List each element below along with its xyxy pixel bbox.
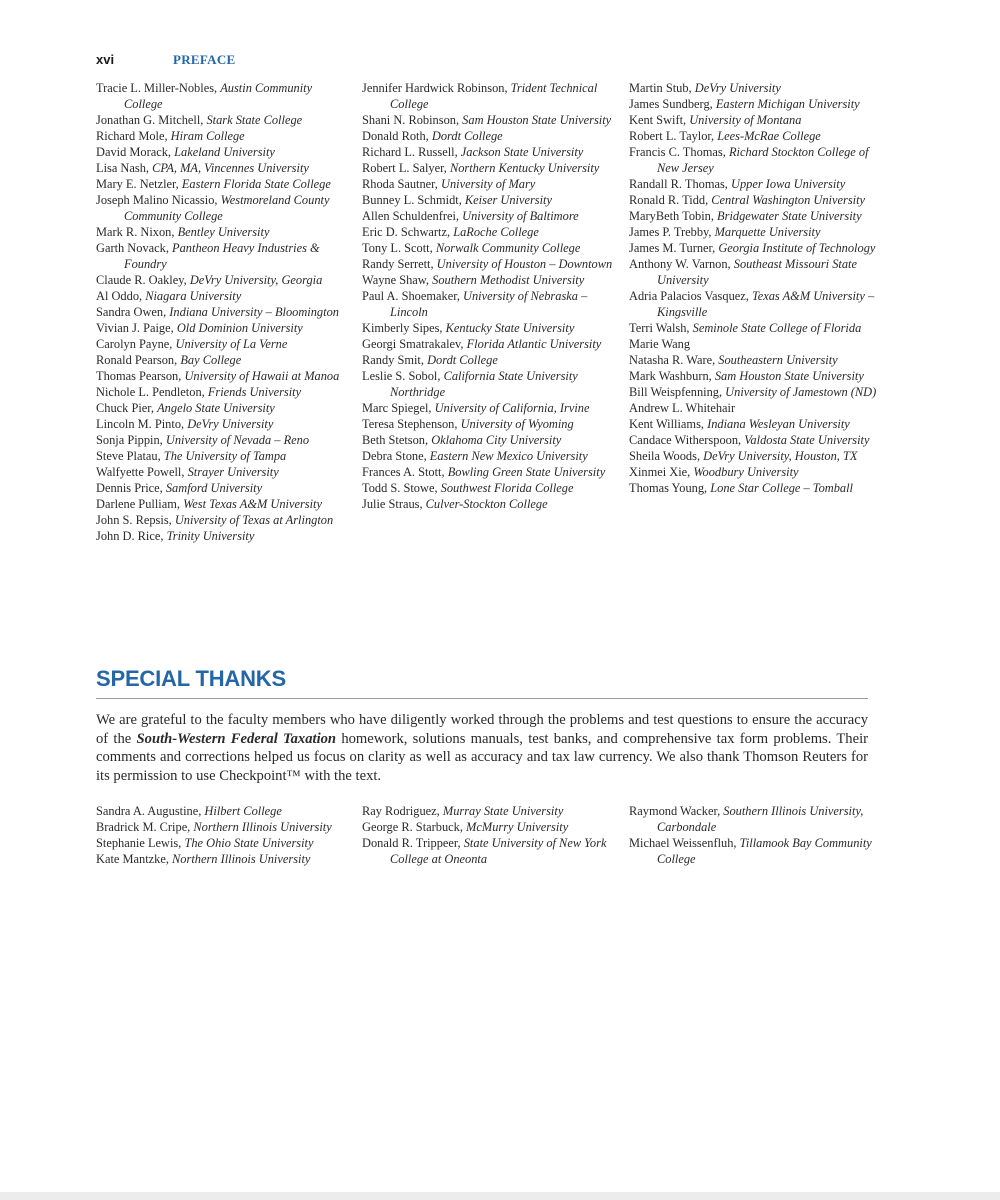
reviewer-institution: Eastern Florida State College (181, 177, 331, 191)
reviewer-institution: McMurry University (466, 820, 569, 834)
reviewer-institution: University of Hawaii at Manoa (184, 369, 340, 383)
reviewer-institution: Austin Community College (124, 81, 313, 111)
reviewer-name: Tony L. Scott, (362, 241, 436, 255)
reviewer-name: Randy Serrett, (362, 257, 437, 271)
reviewer-institution: Jackson State University (460, 145, 584, 159)
reviewer-name: James P. Trebby, (629, 225, 715, 239)
reviewer-entry (96, 448, 351, 464)
reviewer-entry (629, 128, 891, 144)
special-thanks-paragraph (96, 711, 868, 785)
reviewer-name: Nichole L. Pendleton, (96, 385, 208, 399)
reviewer-name: Sandra Owen, (96, 305, 170, 319)
reviewer-entry (362, 208, 617, 224)
reviewer-name: Wayne Shaw, (362, 273, 433, 287)
special-thanks-column-2 (362, 803, 617, 867)
reviewer-name: George R. Starbuck, (362, 820, 467, 834)
reviewer-name: Sheila Woods, (629, 449, 704, 463)
reviewer-institution: Bentley University (177, 225, 270, 239)
reviewer-entry (629, 224, 891, 240)
reviewer-entry (96, 496, 351, 512)
reviewer-name: Sandra A. Augustine, (96, 804, 205, 818)
reviewer-institution: Sam Houston State University (462, 113, 612, 127)
reviewer-name: Xinmei Xie, (629, 465, 694, 479)
reviewer-institution: Niagara University (145, 289, 242, 303)
reviewer-institution: Dordt College (427, 353, 498, 367)
reviewer-institution: DeVry University (694, 81, 781, 95)
reviewer-name: Eric D. Schwartz, (362, 225, 454, 239)
reviewer-entry (362, 464, 617, 480)
running-section-title: PREFACE (173, 52, 236, 67)
running-header (96, 52, 236, 68)
reviewer-institution: Bowling Green State University (447, 465, 606, 479)
page-bottom-edge (0, 1192, 1000, 1200)
reviewer-institution: Sam Houston State University (714, 369, 864, 383)
reviewer-name: John D. Rice, (96, 529, 167, 543)
reviewer-name: Bunney L. Schmidt, (362, 193, 465, 207)
reviewer-entry (96, 464, 351, 480)
reviewer-institution: University of La Verne (175, 337, 288, 351)
reviewer-name: Mark Washburn, (629, 369, 715, 383)
reviewer-institution: Central Washington University (711, 193, 866, 207)
reviewer-institution: University of Montana (689, 113, 802, 127)
reviewer-entry (96, 240, 351, 272)
reviewer-entry (362, 176, 617, 192)
reviewer-institution: University of Mary (441, 177, 536, 191)
reviewer-name: Randall R. Thomas, (629, 177, 731, 191)
page-number: xvi (96, 52, 115, 67)
reviewer-entry (362, 368, 617, 400)
reviewer-name: James M. Turner, (629, 241, 719, 255)
reviewer-entry (629, 432, 891, 448)
reviewer-entry (362, 240, 617, 256)
reviewer-entry (96, 528, 351, 544)
reviewer-name: Andrew L. Whitehair (629, 401, 736, 415)
reviewer-institution: Murray State University (442, 804, 564, 818)
reviewer-name: Robert L. Taylor, (629, 129, 718, 143)
reviewer-institution: Southern Illinois University, Carbondale (657, 804, 864, 834)
reviewer-name: Vivian J. Paige, (96, 321, 177, 335)
reviewer-name: Steve Platau, (96, 449, 164, 463)
reviewer-entry (362, 144, 617, 160)
reviewer-institution: Southwest Florida College (440, 481, 574, 495)
intro-text-start: We are grateful to the faculty members who have diligently worked through the problems and test questions to ensure the accuracy of the (96, 712, 868, 747)
reviewer-institution: Friends University (207, 385, 302, 399)
reviewer-name: Robert L. Salyer, (362, 161, 450, 175)
reviewer-entry (629, 400, 891, 416)
reviewer-entry (362, 416, 617, 432)
reviewer-entry (96, 128, 351, 144)
reviewer-name: Jennifer Hardwick Robinson, (362, 81, 511, 95)
reviewer-entry (362, 819, 617, 835)
reviewer-institution: Valdosta State University (744, 433, 870, 447)
reviewer-entry (96, 272, 351, 288)
reviewer-institution: DeVry University, Houston, TX (703, 449, 858, 463)
reviewer-entry (96, 480, 351, 496)
reviewer-entry (362, 835, 617, 867)
reviewer-name: Raymond Wacker, (629, 804, 724, 818)
reviewer-name: Beth Stetson, (362, 433, 432, 447)
reviewer-institution: Keiser University (464, 193, 552, 207)
reviewer-entry (96, 336, 351, 352)
reviewer-entry (362, 448, 617, 464)
reviewer-name: Richard Mole, (96, 129, 171, 143)
reviewer-entry (96, 160, 351, 176)
reviewer-institution: Westmoreland County Community College (124, 193, 330, 223)
reviewer-name: Michael Weissenfluh, (629, 836, 740, 850)
reviewer-institution: Lone Star College – Tomball (710, 481, 853, 495)
reviewer-institution: Marquette University (714, 225, 821, 239)
reviewer-name: Thomas Young, (629, 481, 711, 495)
reviewer-institution: Lees-McRae College (717, 129, 821, 143)
reviewer-institution: Tillamook Bay Community College (657, 836, 872, 866)
reviewer-name: Richard L. Russell, (362, 145, 461, 159)
reviewer-institution: Bridgewater State University (717, 209, 862, 223)
reviewer-entry (96, 320, 351, 336)
reviewer-institution: Northern Illinois University (172, 852, 311, 866)
reviewer-institution: University of Texas at Arlington (174, 513, 334, 527)
book-title: South-Western Federal Taxation (136, 730, 337, 747)
reviewer-entry (96, 112, 351, 128)
reviewer-entry (629, 835, 891, 867)
reviewer-institution: University of Houston – Downtown (436, 257, 613, 271)
reviewer-entry (362, 80, 617, 112)
reviewer-institution: Lakeland University (174, 145, 275, 159)
reviewer-entry (629, 208, 891, 224)
reviewer-name: Jonathan G. Mitchell, (96, 113, 207, 127)
reviewer-name: Walfyette Powell, (96, 465, 188, 479)
reviewer-name: John S. Repsis, (96, 513, 175, 527)
reviewer-entry (96, 803, 351, 819)
reviewer-entry (629, 384, 891, 400)
reviewer-entry (629, 416, 891, 432)
reviewer-entry (362, 352, 617, 368)
reviewer-name: Georgi Smatrakalev, (362, 337, 467, 351)
reviewer-name: Candace Witherspoon, (629, 433, 745, 447)
reviewer-name: Darlene Pulliam, (96, 497, 184, 511)
reviewer-entry (362, 288, 617, 320)
reviewer-institution: The University of Tampa (163, 449, 287, 463)
reviewer-name: Ronald Pearson, (96, 353, 181, 367)
reviewer-institution: University of Jamestown (ND) (725, 385, 877, 399)
reviewer-institution: Trident Technical College (390, 81, 598, 111)
reviewer-institution: Trinity University (166, 529, 255, 543)
reviewer-entry (362, 320, 617, 336)
reviewer-entry (96, 384, 351, 400)
reviewer-name: Garth Novack, (96, 241, 173, 255)
reviewer-institution: Woodbury University (693, 465, 799, 479)
reviewer-entry (362, 336, 617, 352)
reviewer-name: Claude R. Oakley, (96, 273, 190, 287)
reviewer-name: Julie Straus, (362, 497, 426, 511)
reviewer-name: Allen Schuldenfrei, (362, 209, 463, 223)
reviewer-entry (629, 336, 891, 352)
reviewer-institution: Upper Iowa University (731, 177, 846, 191)
acknowledgments-column-2 (362, 80, 617, 512)
reviewer-institution: LaRoche College (453, 225, 539, 239)
reviewer-institution: University of Wyoming (460, 417, 574, 431)
reviewer-institution: Northern Illinois University (193, 820, 332, 834)
reviewer-entry (362, 432, 617, 448)
reviewer-entry (96, 352, 351, 368)
heading-divider (96, 698, 868, 699)
reviewer-institution: California State University Northridge (390, 369, 578, 399)
reviewer-entry (362, 256, 617, 272)
reviewer-name: Kate Mantzke, (96, 852, 173, 866)
reviewer-entry (96, 851, 351, 867)
reviewer-entry (96, 835, 351, 851)
reviewer-institution: Hiram College (170, 129, 245, 143)
reviewer-entry (629, 256, 891, 288)
reviewer-name: Mark R. Nixon, (96, 225, 178, 239)
reviewer-entry (96, 400, 351, 416)
reviewer-entry (629, 144, 891, 176)
intro-text-end: homework, solutions manuals, test banks, and comprehensive tax form problems. Their comments and corrections helped us focus on clarity as well as accuracy and tax law currency. We also thank Thomson Reuters for its permission to use Checkpoint™ with the text. (96, 730, 868, 784)
acknowledgments-column-1 (96, 80, 351, 544)
reviewer-name: Chuck Pier, (96, 401, 158, 415)
reviewer-entry (629, 320, 891, 336)
special-thanks-column-3 (629, 803, 891, 867)
reviewer-entry (629, 112, 891, 128)
reviewer-institution: Texas A&M University – Kingsville (657, 289, 875, 319)
reviewer-name: Ray Rodriguez, (362, 804, 443, 818)
reviewer-name: Carolyn Payne, (96, 337, 176, 351)
reviewer-institution: Southeast Missouri State University (657, 257, 857, 287)
reviewer-entry (362, 112, 617, 128)
reviewer-institution: University of Nebraska – Lincoln (390, 289, 588, 319)
reviewer-institution: Dordt College (431, 129, 503, 143)
reviewer-name: Lincoln M. Pinto, (96, 417, 188, 431)
reviewer-name: Marie Wang (629, 337, 691, 351)
reviewer-entry (362, 160, 617, 176)
reviewer-name: Todd S. Stowe, (362, 481, 441, 495)
reviewer-entry (629, 176, 891, 192)
reviewer-entry (362, 400, 617, 416)
reviewer-name: Donald Roth, (362, 129, 432, 143)
reviewer-name: Teresa Stephenson, (362, 417, 461, 431)
reviewer-institution: University of Baltimore (462, 209, 579, 223)
reviewer-institution: Old Dominion University (176, 321, 303, 335)
reviewer-entry (629, 288, 891, 320)
reviewer-institution: Seminole State College of Florida (692, 321, 862, 335)
reviewer-name: Thomas Pearson, (96, 369, 185, 383)
reviewer-entry (96, 819, 351, 835)
reviewer-institution: Kentucky State University (445, 321, 575, 335)
reviewer-institution: Culver-Stockton College (425, 497, 548, 511)
reviewer-name: David Morack, (96, 145, 175, 159)
reviewer-name: Francis C. Thomas, (629, 145, 729, 159)
reviewer-name: Leslie S. Sobol, (362, 369, 444, 383)
reviewer-name: Terri Walsh, (629, 321, 693, 335)
reviewer-institution: Florida Atlantic University (466, 337, 602, 351)
reviewer-institution: Indiana University – Bloomington (169, 305, 339, 319)
reviewer-institution: Pantheon Heavy Industries & Foundry (124, 241, 320, 271)
reviewer-name: Shani N. Robinson, (362, 113, 463, 127)
reviewer-institution: Strayer University (187, 465, 279, 479)
reviewer-entry (629, 192, 891, 208)
reviewer-name: Martin Stub, (629, 81, 695, 95)
reviewer-entry (362, 224, 617, 240)
reviewer-name: Stephanie Lewis, (96, 836, 185, 850)
reviewer-institution: The Ohio State University (184, 836, 314, 850)
reviewer-entry (629, 464, 891, 480)
acknowledgments-column-3 (629, 80, 891, 496)
reviewer-entry (96, 176, 351, 192)
reviewer-institution: Southeastern University (718, 353, 838, 367)
reviewer-institution: University of Nevada – Reno (165, 433, 310, 447)
reviewer-name: Adria Palacios Vasquez, (629, 289, 752, 303)
reviewer-name: Dennis Price, (96, 481, 166, 495)
reviewer-entry (96, 80, 351, 112)
reviewer-institution: Indiana Wesleyan University (707, 417, 850, 431)
reviewer-institution: State University of New York College at Oneonta (390, 836, 607, 866)
reviewer-name: Anthony W. Varnon, (629, 257, 734, 271)
reviewer-entry (362, 496, 617, 512)
reviewer-institution: DeVry University (187, 417, 274, 431)
reviewer-institution: Southern Methodist University (432, 273, 585, 287)
reviewer-name: Paul A. Shoemaker, (362, 289, 464, 303)
reviewer-name: Joseph Malino Nicassio, (96, 193, 221, 207)
reviewer-entry (362, 128, 617, 144)
reviewer-entry (96, 288, 351, 304)
reviewer-name: Randy Smit, (362, 353, 428, 367)
reviewer-entry (96, 512, 351, 528)
reviewer-institution: Norwalk Community College (435, 241, 581, 255)
reviewer-entry (629, 480, 891, 496)
reviewer-name: Lisa Nash, (96, 161, 153, 175)
reviewer-institution: CPA, MA, Vincennes University (152, 161, 309, 175)
reviewer-entry (362, 480, 617, 496)
reviewer-entry (96, 192, 351, 224)
reviewer-name: Ronald R. Tidd, (629, 193, 712, 207)
reviewer-name: Bradrick M. Cripe, (96, 820, 194, 834)
reviewer-name: Frances A. Stott, (362, 465, 448, 479)
special-thanks-heading: SPECIAL THANKS (96, 666, 286, 691)
reviewer-institution: Oklahoma City University (431, 433, 562, 447)
reviewer-institution: West Texas A&M University (183, 497, 322, 511)
reviewer-institution: University of California, Irvine (434, 401, 590, 415)
reviewer-institution: Richard Stockton College of New Jersey (657, 145, 869, 175)
reviewer-entry (629, 240, 891, 256)
reviewer-institution: Angelo State University (157, 401, 275, 415)
reviewer-name: Bill Weispfenning, (629, 385, 726, 399)
reviewer-institution: Samford University (165, 481, 263, 495)
reviewer-entry (629, 448, 891, 464)
reviewer-entry (362, 192, 617, 208)
reviewer-entry (96, 368, 351, 384)
reviewer-name: Kent Williams, (629, 417, 708, 431)
reviewer-name: Donald R. Trippeer, (362, 836, 464, 850)
reviewer-name: James Sundberg, (629, 97, 716, 111)
reviewer-entry (629, 352, 891, 368)
reviewer-entry (96, 416, 351, 432)
reviewer-institution: Eastern Michigan University (715, 97, 860, 111)
reviewer-name: Kent Swift, (629, 113, 690, 127)
reviewer-institution: Stark State College (206, 113, 303, 127)
reviewer-name: Al Oddo, (96, 289, 146, 303)
reviewer-entry (629, 96, 891, 112)
reviewer-name: Mary E. Netzler, (96, 177, 182, 191)
reviewer-entry (629, 368, 891, 384)
reviewer-name: Natasha R. Ware, (629, 353, 719, 367)
reviewer-institution: Georgia Institute of Technology (718, 241, 876, 255)
reviewer-name: Kimberly Sipes, (362, 321, 446, 335)
reviewer-entry (96, 432, 351, 448)
reviewer-institution: Northern Kentucky University (449, 161, 600, 175)
reviewer-entry (96, 304, 351, 320)
reviewer-entry (362, 803, 617, 819)
reviewer-entry (362, 272, 617, 288)
reviewer-institution: Bay College (180, 353, 242, 367)
reviewer-institution: Hilbert College (204, 804, 282, 818)
reviewer-name: Marc Spiegel, (362, 401, 435, 415)
reviewer-entry (629, 80, 891, 96)
reviewer-name: Tracie L. Miller-Nobles, (96, 81, 221, 95)
special-thanks-column-1 (96, 803, 351, 867)
reviewer-entry (629, 803, 891, 835)
reviewer-institution: Eastern New Mexico University (429, 449, 588, 463)
reviewer-name: Sonja Pippin, (96, 433, 166, 447)
reviewer-name: Rhoda Sautner, (362, 177, 441, 191)
reviewer-institution: DeVry University, Georgia (189, 273, 323, 287)
reviewer-name: Debra Stone, (362, 449, 430, 463)
reviewer-entry (96, 224, 351, 240)
reviewer-entry (96, 144, 351, 160)
reviewer-name: MaryBeth Tobin, (629, 209, 718, 223)
